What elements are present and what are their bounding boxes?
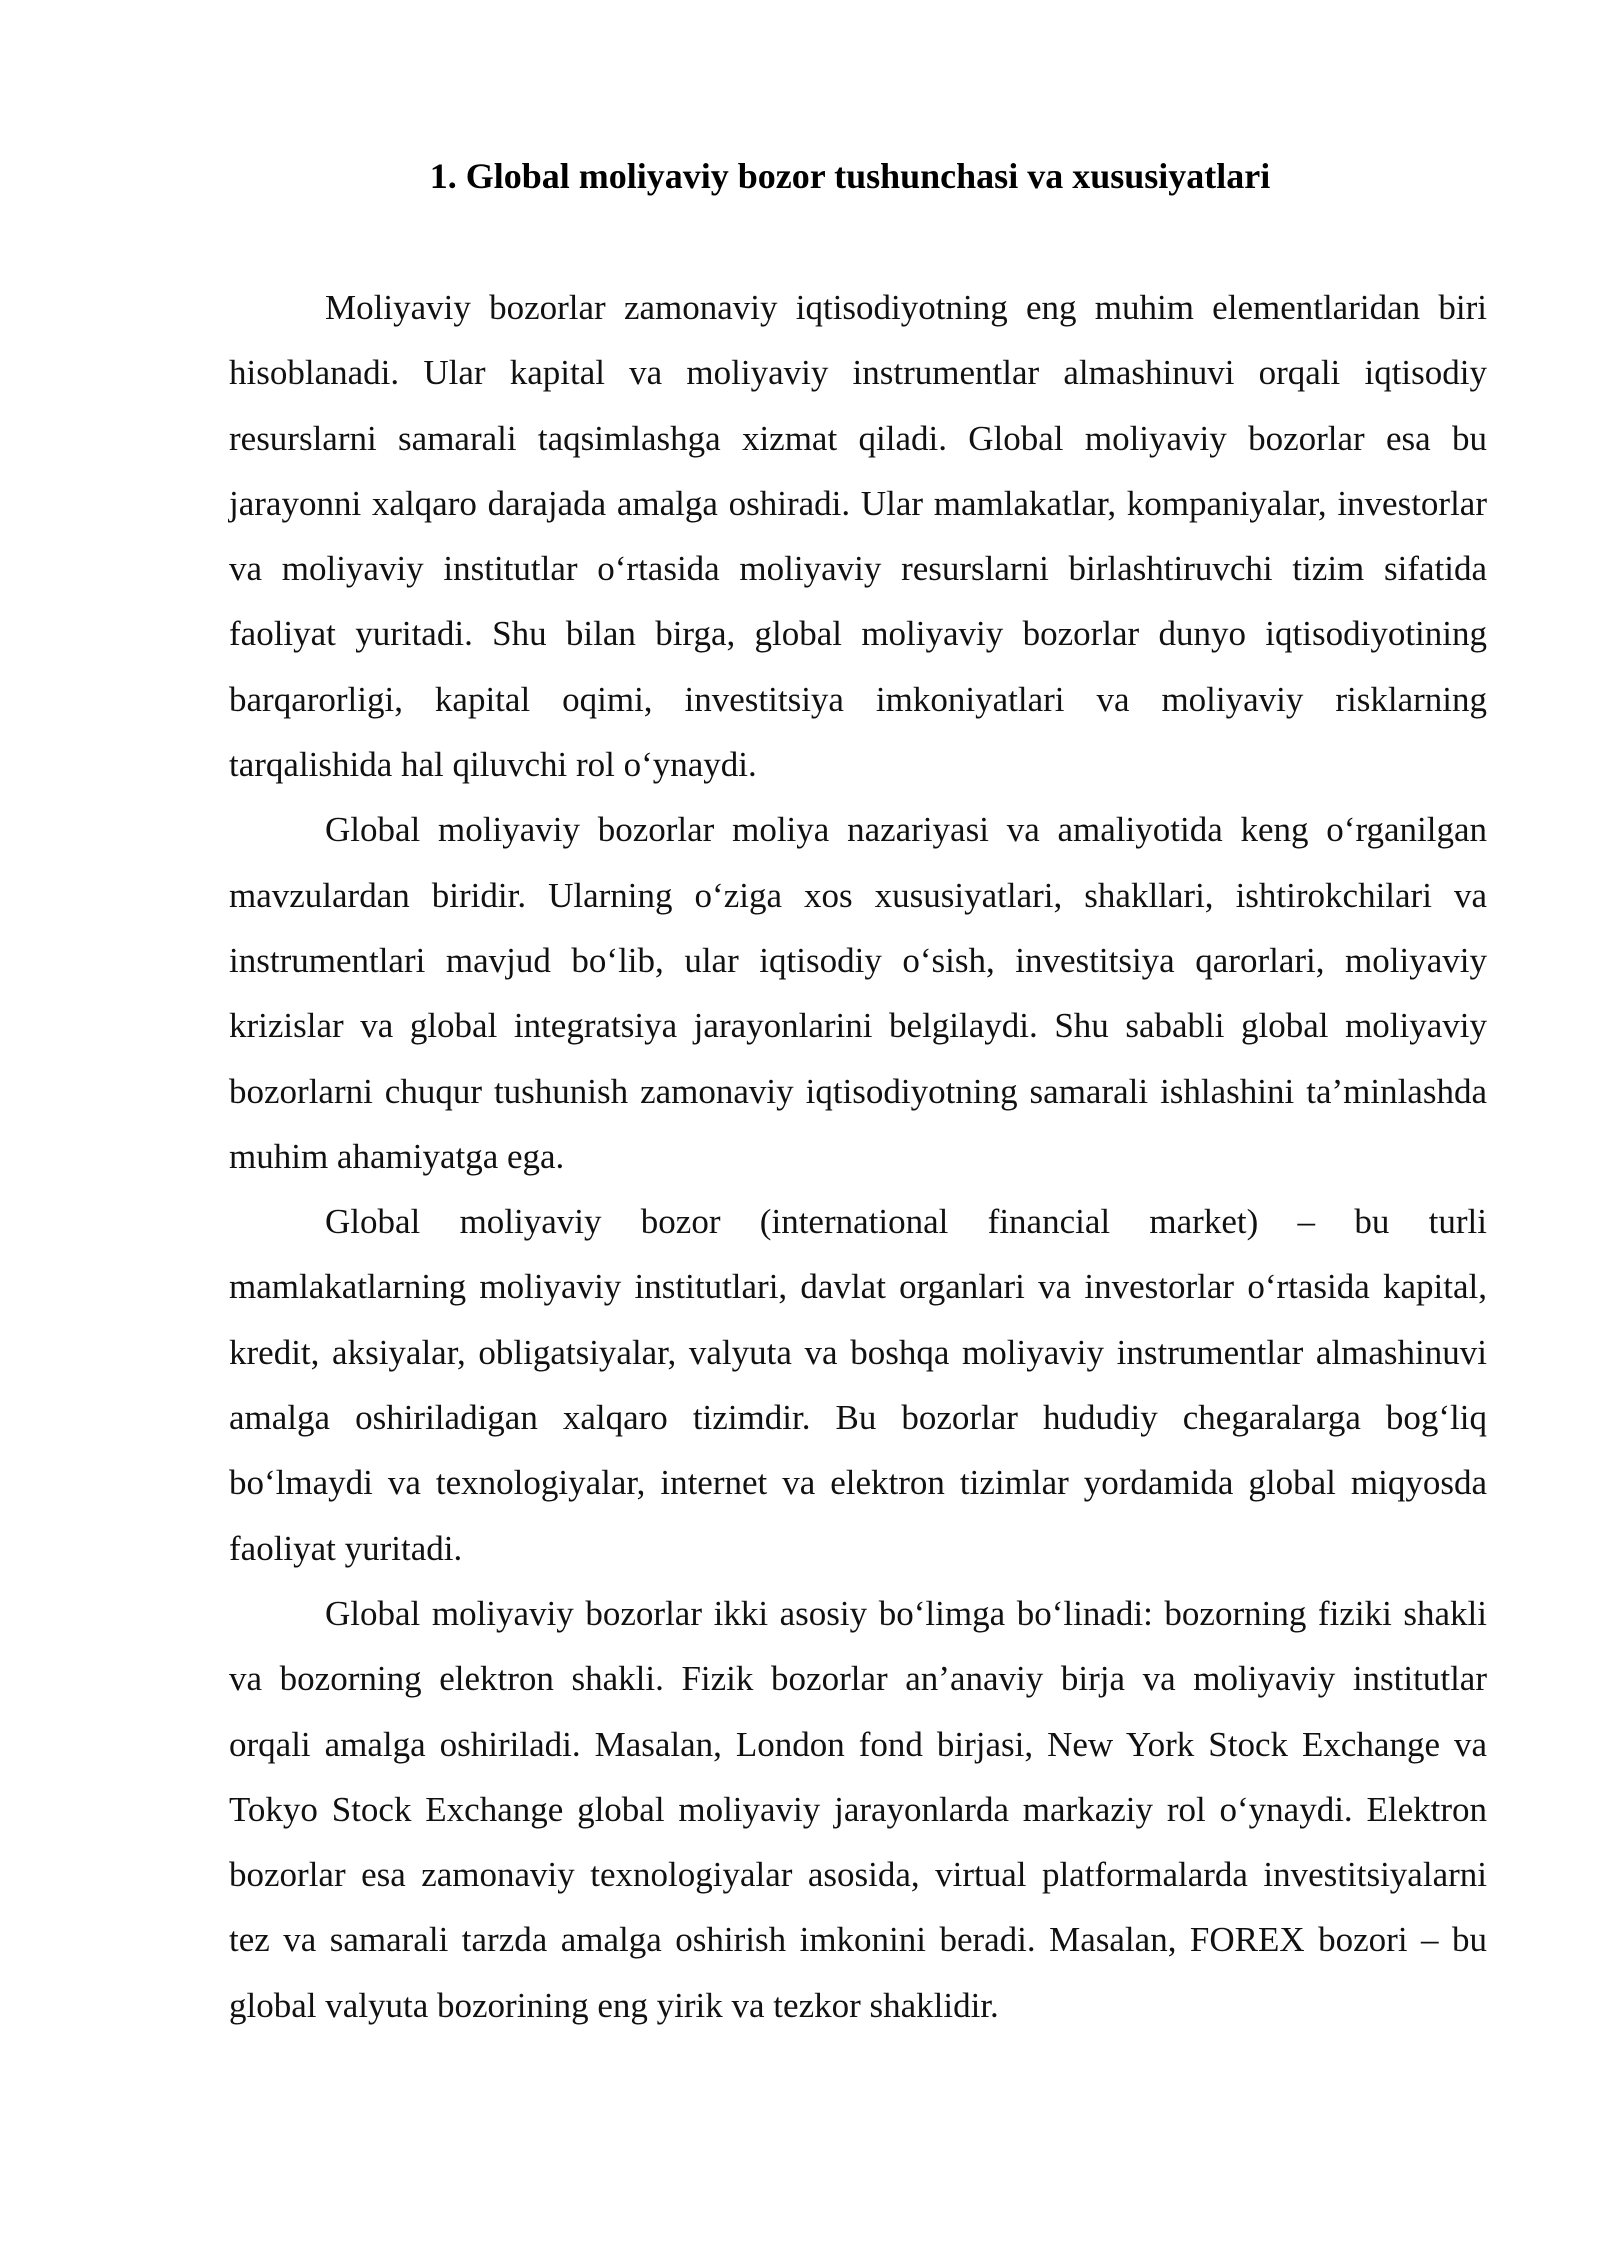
paragraph: Global moliyaviy bozor (international financial market) – bu turli mamlakatlarning moliyaviy institutlari, davlat organlari va investorlar o‘rtasida kapital, kredit, aksiyalar, obligatsiyalar, valyuta va boshqa moliyaviy instrumentlar almashinuvi amalga oshiriladigan xalqaro tizimdir. Bu bozorlar hududiy chegaralarga bog‘liq bo‘lmaydi va texnologiyalar, internet va elektron tizimlar yordamida global miqyosda faoliyat yuritadi.: [229, 1202, 1487, 1568]
section-heading: 1. Global moliyaviy bozor tushunchasi va xususiyatlari: [429, 156, 1271, 196]
document-body: [229, 275, 1487, 2038]
paragraph: Global moliyaviy bozorlar ikki asosiy bo‘limga bo‘linadi: bozorning fiziki shakli va bozorning elektron shakli. Fizik bozorlar an’anaviy birja va moliyaviy institutlar orqali amalga oshiriladi. Masalan, London fond birjasi, New York Stock Exchange va Tokyo Stock Exchange global moliyaviy jarayonlarda markaziy rol o‘ynaydi. Elektron bozorlar esa zamonaviy texnologiyalar asosida, virtual platformalarda investitsiyalarni tez va samarali tarzda amalga oshirish imkonini beradi. Masalan, FOREX bozori – bu global valyuta bozorining eng yirik va tezkor shaklidir.: [229, 1593, 1487, 2025]
paragraph: Moliyaviy bozorlar zamonaviy iqtisodiyotning eng muhim elementlaridan biri hisoblanadi. Ular kapital va moliyaviy instrumentlar almashinuvi orqali iqtisodiy resurslarni samarali taqsimlashga xizmat qiladi. Global moliyaviy bozorlar esa bu jarayonni xalqaro darajada amalga oshiradi. Ular mamlakatlar, kompaniyalar, investorlar va moliyaviy institutlar o‘rtasida moliyaviy resurslarni birlashtiruvchi tizim sifatida faoliyat yuritadi. Shu bilan birga, global moliyaviy bozorlar dunyo iqtisodiyotining barqarorligi, kapital oqimi, investitsiya imkoniyatlari va moliyaviy risklarning tarqalishida hal qiluvchi rol o‘ynaydi.: [229, 288, 1487, 785]
paragraph: Global moliyaviy bozorlar moliya nazariyasi va amaliyotida keng o‘rganilgan mavzulardan biridir. Ularning o‘ziga xos xususiyatlari, shakllari, ishtirokchilari va instrumentlari mavjud bo‘lib, ular iqtisodiy o‘sish, investitsiya qarorlari, moliyaviy krizislar va global integratsiya jarayonlarini belgilaydi. Shu sababli global moliyaviy bozorlarni chuqur tushunish zamonaviy iqtisodiyotning samarali ishlashini ta’minlashda muhim ahamiyatga ega.: [229, 810, 1487, 1176]
